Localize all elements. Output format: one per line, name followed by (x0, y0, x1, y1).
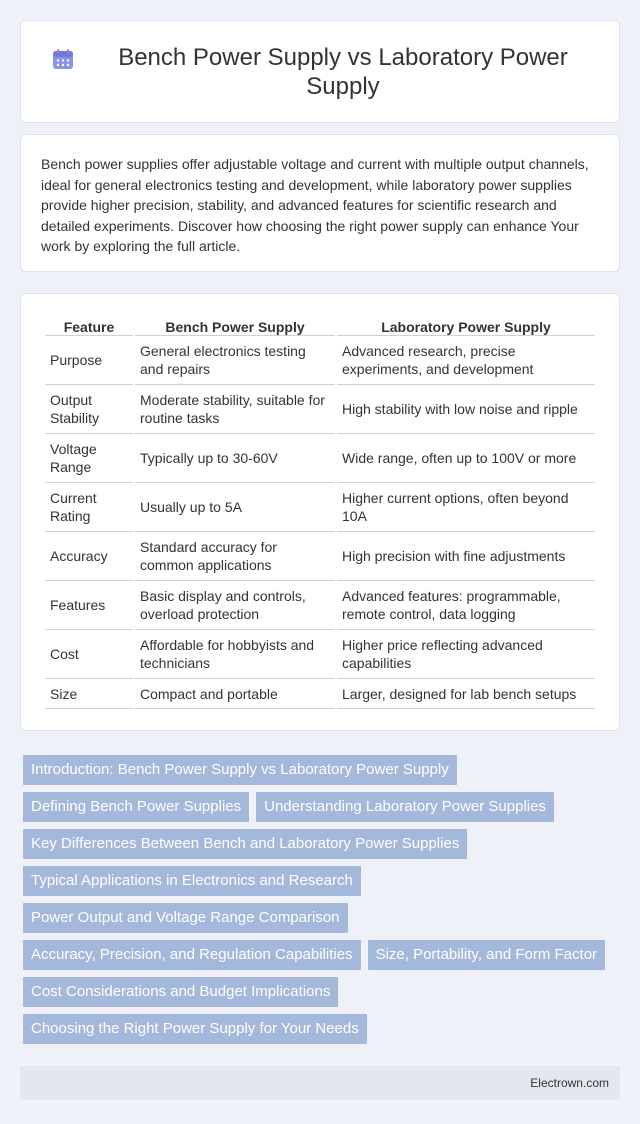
intro-text: Bench power supplies offer adjustable voltage and current with multiple output channels, ideal for general electronics testing and development, while laboratory power supplies provide higher precision, stability, and advanced features for scientific research and detailed experiments. Discover how choosing the right power supply can enhance Your work by exploring the full article. (41, 156, 589, 254)
topic-link[interactable]: Size, Portability, and Form Factor (368, 940, 605, 970)
footer (20, 1066, 620, 1100)
table-row (45, 679, 595, 709)
table-cell: Advanced research, precise experiments, and development (337, 336, 595, 385)
topic-link[interactable]: Power Output and Voltage Range Comparison (23, 903, 348, 933)
column-header: Laboratory Power Supply (337, 314, 595, 336)
table-cell: Accuracy (45, 532, 133, 581)
table-row (45, 581, 595, 630)
table-cell: Purpose (45, 336, 133, 385)
table-cell: Larger, designed for lab bench setups (337, 679, 595, 709)
table-cell: Affordable for hobbyists and technicians (135, 630, 335, 679)
table-cell: Size (45, 679, 133, 709)
topic-link[interactable]: Introduction: Bench Power Supply vs Laboratory Power Supply (23, 755, 457, 785)
table-cell: Higher current options, often beyond 10A (337, 483, 595, 532)
table-row (45, 630, 595, 679)
topic-link[interactable]: Key Differences Between Bench and Laboratory Power Supplies (23, 829, 467, 859)
title-wrap (51, 43, 589, 101)
table-cell: High stability with low noise and ripple (337, 385, 595, 434)
table-row (45, 434, 595, 483)
page-title: Bench Power Supply vs Laboratory Power Supply (118, 43, 568, 100)
topic-link[interactable]: Cost Considerations and Budget Implications (23, 977, 338, 1007)
table-cell: Cost (45, 630, 133, 679)
table-header-row (45, 314, 595, 336)
table-cell: Wide range, often up to 100V or more (337, 434, 595, 483)
intro-card (20, 134, 620, 272)
column-header: Feature (45, 314, 133, 336)
table-cell: Compact and portable (135, 679, 335, 709)
topic-link[interactable]: Choosing the Right Power Supply for Your Needs (23, 1014, 367, 1044)
topic-link[interactable]: Defining Bench Power Supplies (23, 792, 249, 822)
table-row (45, 385, 595, 434)
footer-site-name: Electrown.com (530, 1076, 609, 1090)
table-cell: Features (45, 581, 133, 630)
table-cell: Usually up to 5A (135, 483, 335, 532)
title-card (20, 20, 620, 123)
table-row (45, 483, 595, 532)
comparison-table (43, 314, 597, 709)
table-cell: Current Rating (45, 483, 133, 532)
calendar-icon (51, 47, 75, 71)
table-cell: Typically up to 30-60V (135, 434, 335, 483)
topic-link[interactable]: Understanding Laboratory Power Supplies (256, 792, 554, 822)
comparison-table-card (20, 293, 620, 731)
table-cell: General electronics testing and repairs (135, 336, 335, 385)
column-header: Bench Power Supply (135, 314, 335, 336)
table-row (45, 532, 595, 581)
table-cell: Higher price reflecting advanced capabilities (337, 630, 595, 679)
topic-links (20, 755, 620, 1051)
table-cell: Output Stability (45, 385, 133, 434)
topic-link[interactable]: Accuracy, Precision, and Regulation Capabilities (23, 940, 361, 970)
table-cell: High precision with fine adjustments (337, 532, 595, 581)
topic-link[interactable]: Typical Applications in Electronics and Research (23, 866, 361, 896)
table-cell: Moderate stability, suitable for routine tasks (135, 385, 335, 434)
table-cell: Advanced features: programmable, remote control, data logging (337, 581, 595, 630)
table-cell: Voltage Range (45, 434, 133, 483)
table-row (45, 336, 595, 385)
table-cell: Standard accuracy for common applications (135, 532, 335, 581)
table-cell: Basic display and controls, overload protection (135, 581, 335, 630)
